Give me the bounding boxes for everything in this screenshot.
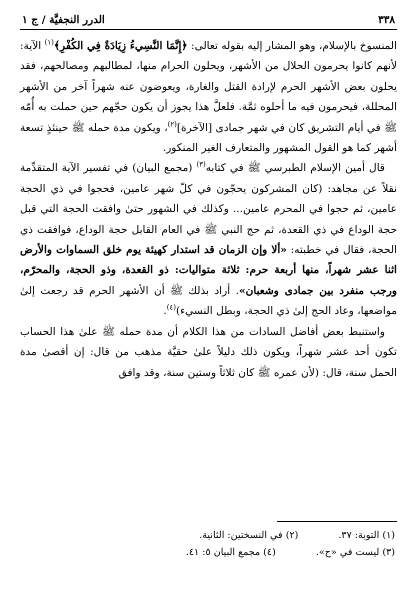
footnote-number: (٣) [382, 547, 395, 558]
book-title: الدرر النجفيَّة / ج ١ [22, 14, 105, 26]
footnote [199, 527, 298, 544]
page-header [20, 14, 397, 30]
hadith-quote: «ألا وإن الزمان قد استدار كهيئة يوم خلق السماوات والأرض اثنا عشر شهراً، منها أربعة حرم: ثلاثة متواليات: ذو القعدة، وذو الحجة، والمحرّم، ورجب منفرد بين جمادى وشعبان» [20, 244, 397, 297]
page-number: ٣٣٨ [378, 14, 395, 26]
footnote-text: التوبة: ٣٧. [338, 530, 380, 541]
footnote [316, 544, 395, 561]
footnotes [65, 527, 395, 561]
footnote-text: ليست في «ح». [315, 547, 380, 558]
text-run: واستنبط بعض أفاضل السادات من هذا الكلام أن مدة حمله ﷺ علىٰ هذا الحساب تكون أحد عشر شهراً، ويكون ذلك دليلاً علىٰ حقيَّة مذهب من قال: إن أقصىٰ مدة الحمل سنة، قال: (لأن عمره ﷺ كان ثلاثاً وستين سنة، وقد وافق [20, 325, 397, 379]
text-run: الآية: لأنهم كانوا يحرمون الحلال من الأشهر، ويحلون الحرام منها، لمطالبهم ومصالحهم، فقد يحلون بعض الأشهر الحرم لإرادة القتل والغارة، ويعوضون عنه شهراً آخر من الأشهر المحللة، فيحرمون فيه ما أحلوه ثمَّة. فلعلَّ هذا يجوز أن يكون حجّهم حين حملت به أُمّه ﷺ في أيام التشريق كان في شهر جمادى [الآخرة] [20, 40, 397, 134]
text-run: قال أمين الإسلام الطبرسي ﷺ في كتابه [205, 162, 385, 175]
footnote [338, 527, 395, 544]
footnote-text: مجمع البيان ٥: ٤١. [185, 547, 261, 558]
footnote-text: في النسختين: الثانية. [199, 530, 283, 541]
text-run: . أراد بذلك ﷺ أن الأشهر الحرم قد رجعت إلىٰ مواضعها، وعاد الحج إلىٰ ذي الحجة، وبطل النسيء) [20, 284, 397, 318]
text-run: المنسوخ بالإسلام، وهو المشار إليه بقوله تعالى: [187, 40, 397, 52]
footnote-row [65, 544, 395, 561]
footnote-ref: (٤) [166, 303, 176, 312]
footnote-number: (١) [382, 530, 395, 541]
paragraph [20, 158, 397, 321]
paragraph [20, 36, 397, 158]
main-text [20, 36, 397, 383]
text-run: (مجمع البيان) في تفسير الآية المتقدِّمة نقلاً عن مجاهد: (كان المشركون يحجّون في كلّ شهر عامين، فحجوا في ذي الحجة عامين، ثم حجوا في المحرم عامين... وكذلك في الشهور حتىٰ وافقت الحجة التي قبل حجة الوداع في ذي القعدة، ثم حج النبي ﷺ في العام القابل حجة الوداع، فوافقت ذي الحجة، فقال في خطبته: [20, 162, 398, 257]
text-run: . [163, 305, 167, 318]
footnote-number: (٢) [285, 530, 299, 541]
footnote-number: (٤) [263, 547, 276, 558]
footnote [186, 544, 276, 561]
text-run: ، ويكون مدة حمله ﷺ حينئذٍ تسعة أشهر كما هو القول المشهور والمتعارف الغير المنكور. [20, 121, 397, 155]
footnote-row [65, 527, 395, 544]
paragraph [20, 322, 397, 383]
footnote-ref: (٣) [196, 160, 206, 169]
footnote-divider [277, 521, 397, 522]
footnote-ref: (٢) [167, 120, 177, 129]
quran-verse: ﴿إِنَّمَا النَّسِيءُ زِيَادَةٌ فِي الكُفْرِ﴾ [53, 40, 188, 52]
footnote-ref: (١) [44, 38, 54, 47]
